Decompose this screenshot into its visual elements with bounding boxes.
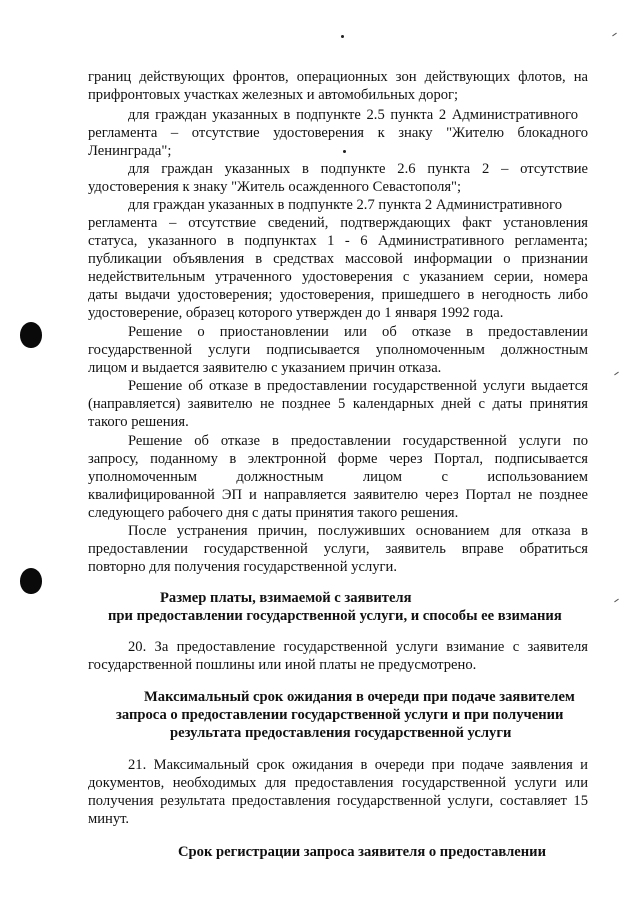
text-line: публикации объявления в средствах массовой информации о признании (88, 251, 588, 267)
text-line: После устранения причин, послуживших основанием для отказа в (128, 523, 588, 539)
text-line: такого решения. (88, 414, 189, 430)
text-line: регламента – отсутствие сведений, подтверждающих факт установления (88, 215, 588, 231)
text-line: Решение об отказе в предоставлении государственной услуги по (128, 433, 588, 449)
text-line: статуса, указанного в подпунктах 1 - 6 Административного регламента; (88, 233, 588, 249)
punch-hole-bottom (20, 568, 42, 594)
text-line: Ленинграда"; (88, 143, 172, 159)
text-line: регламента – отсутствие удостоверения к знаку "Жителю блокадного (88, 125, 588, 141)
text-line: предоставлении государственной услуги, заявитель вправе обратиться (88, 541, 588, 557)
text-line: для граждан указанных в подпункте 2.6 пункта 2 – отсутствие (128, 161, 588, 177)
text-line: получения результата предоставления государственной услуги, составляет 15 (88, 793, 588, 809)
section-heading: результата предоставления государственной услуги (170, 725, 512, 741)
text-line: государственной пошлины или иной платы не предусмотрено. (88, 657, 477, 673)
scan-mark (612, 33, 617, 37)
text-line: удостоверения к знаку "Житель осажденного Севастополя"; (88, 179, 462, 195)
text-line: (направляется) заявителю не позднее 5 календарных дней с даты принятия (88, 396, 588, 412)
section-heading: запроса о предоставлении государственной услуги и при получении (116, 707, 564, 723)
text-line: Решение о приостановлении или об отказе в предоставлении (128, 324, 588, 340)
text-line: границ действующих фронтов, операционных зон действующих флотов, на (88, 69, 588, 85)
text-line: квалифицированной ЭП и направляется заявителю через Портал не позднее (88, 487, 588, 503)
text-line: следующего рабочего дня с даты принятия такого решения. (88, 505, 459, 521)
punch-hole-top (20, 322, 42, 348)
text-line: запросу, поданному в электронной форме через Портал, подписывается (88, 451, 588, 467)
text-line: лицом и выдается заявителю с указанием причин отказа. (88, 360, 442, 376)
scan-mark (614, 599, 619, 603)
text-line: Решение об отказе в предоставлении государственной услуги выдается (128, 378, 588, 394)
section-heading: Срок регистрации запроса заявителя о предоставлении (178, 844, 547, 860)
text-line: 20. За предоставление государственной услуги взимание с заявителя (128, 639, 588, 655)
text-line: минут. (88, 811, 130, 827)
text-line: государственной услуги подписывается уполномоченным должностным (88, 342, 588, 358)
text-line: 21. Максимальный срок ожидания в очереди при подаче заявления и (128, 757, 588, 773)
scan-speck (343, 150, 346, 153)
scan-speck (341, 35, 344, 38)
section-heading: Размер платы, взимаемой с заявителя (160, 590, 412, 606)
text-line: прифронтовых участках железных и автомобильных дорог; (88, 87, 459, 103)
text-line: документов, необходимых для предоставления государственной услуги или (88, 775, 588, 791)
text-line: повторно для получения государственной услуги. (88, 559, 397, 575)
section-heading: при предоставлении государственной услуги, и способы ее взимания (108, 608, 562, 624)
text-line: удостоверение, образец которого утвержден до 1 января 1992 года. (88, 305, 504, 321)
text-line: уполномоченным должностным лицом с использованием (88, 469, 588, 485)
text-line: недействительным утраченного удостоверения с указанием серии, номера (88, 269, 588, 285)
text-line: для граждан указанных в подпункте 2.7 пункта 2 Административного (128, 197, 562, 213)
scan-mark (614, 372, 619, 376)
text-line: для граждан указанных в подпункте 2.5 пункта 2 Административного (128, 107, 578, 123)
section-heading: Максимальный срок ожидания в очереди при подаче заявителем (144, 689, 575, 705)
text-line: даты выдачи удостоверения; удостоверения, пришедшего в негодность либо (88, 287, 588, 303)
